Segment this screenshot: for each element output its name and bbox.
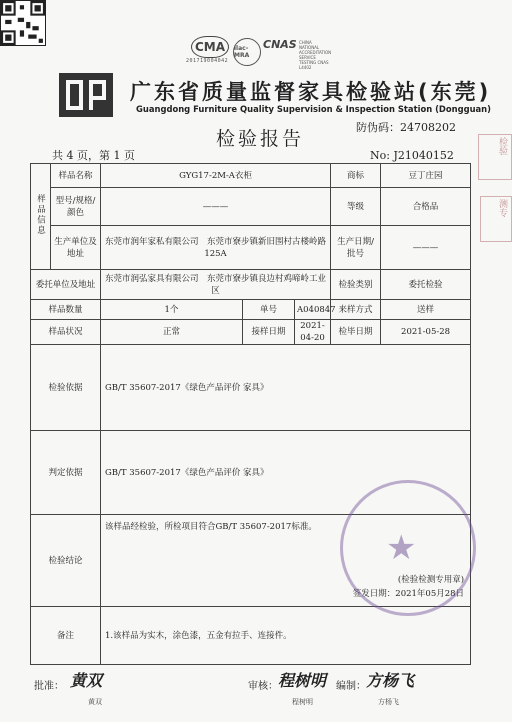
seal-star-icon: ★ xyxy=(386,528,417,568)
report-number: No: J21040152 xyxy=(370,149,454,162)
report-title: 检验报告 xyxy=(216,128,305,150)
sampling-label: 来样方式 xyxy=(331,300,381,320)
qty: 1个 xyxy=(101,300,243,320)
cnas-subtext: CHINA NATIONAL ACCREDITATION SERVICE TESTING CNAS L4402 xyxy=(299,40,332,70)
margin-stamp: 测专 xyxy=(480,196,512,242)
approve-label: 批准： xyxy=(34,681,64,692)
qty-label: 样品数量 xyxy=(31,300,101,320)
review-label: 审核： xyxy=(248,681,278,692)
edit-name: 方杨飞 xyxy=(378,698,399,706)
recv-date-label: 接样日期 xyxy=(243,320,295,345)
station-logo-icon xyxy=(58,72,114,118)
issue-date: 签发日期：2021年05月28日 xyxy=(352,589,465,599)
edit-label: 编制： xyxy=(336,681,366,692)
model: ——— xyxy=(101,188,331,226)
cma-logo: CMA xyxy=(191,36,229,58)
approve-name: 黄双 xyxy=(88,698,102,706)
edit-signature: 方杨飞 xyxy=(366,671,415,690)
sample-name: GYG17-2M-A衣柜 xyxy=(101,164,331,188)
conclusion-label: 检验结论 xyxy=(31,515,101,607)
status: 正常 xyxy=(101,320,243,345)
conclusion: 该样品经检验，所检项目符合GB/T 35607-2017标准。 xyxy=(105,522,317,532)
sample-name-label: 样品名称 xyxy=(51,164,101,188)
margin-stamp: 检验 xyxy=(478,134,512,180)
sample-info-label: 样品信息 xyxy=(31,164,51,270)
prod-date-label: 生产日期/批号 xyxy=(331,226,381,270)
client: 东莞市润弘家具有限公司 东莞市寮步镇良边村鸡啼岭工业区 xyxy=(101,270,331,300)
ilac-logo: ilac-MRA xyxy=(233,38,261,66)
seal-text: (检验检测专用章) xyxy=(397,575,465,585)
code-label: 单号 xyxy=(243,300,295,320)
station-name-en: Guangdong Furniture Quality Supervision & Inspection Station (Dongguan) xyxy=(136,104,491,114)
review-name: 程树明 xyxy=(292,698,313,706)
anticounterfeit-code: 防伪码：24708202 xyxy=(356,121,456,134)
grade-label: 等级 xyxy=(331,188,381,226)
judge: GB/T 35607-2017《绿色产品评价 家具》 xyxy=(101,431,471,515)
producer: 东莞市润年家私有限公司 东莞市寮步镇新旧围村古楼岭路125A xyxy=(101,226,331,270)
test-type-label: 检验类别 xyxy=(331,270,381,300)
sampling: 送样 xyxy=(381,300,471,320)
prod-date: ——— xyxy=(381,226,471,270)
finish-date: 2021-05-28 xyxy=(381,320,471,345)
station-name-cn: 广东省质量监督家具检验站(东莞) xyxy=(130,80,492,104)
review-signature: 程树明 xyxy=(278,671,327,690)
cnas-logo: CNAS xyxy=(263,38,297,51)
client-label: 委托单位及地址 xyxy=(31,270,101,300)
basis: GB/T 35607-2017《绿色产品评价 家具》 xyxy=(101,345,471,431)
page-info: 共 4 页，第 1 页 xyxy=(52,149,135,162)
judge-label: 判定依据 xyxy=(31,431,101,515)
test-type: 委托检验 xyxy=(381,270,471,300)
recv-date: 2021-04-20 xyxy=(295,320,331,345)
model-label: 型号/规格/颜色 xyxy=(51,188,101,226)
approve-signature: 黄双 xyxy=(70,671,103,690)
remark-label: 备注 xyxy=(31,607,101,665)
finish-date-label: 检毕日期 xyxy=(331,320,381,345)
trademark: 豆丁庄园 xyxy=(381,164,471,188)
qr-code-icon xyxy=(0,0,46,46)
trademark-label: 商标 xyxy=(331,164,381,188)
remark: 1.该样品为实木，涂色漆，五金有拉手、连接件。 xyxy=(101,607,471,665)
grade: 合格品 xyxy=(381,188,471,226)
basis-label: 检验依据 xyxy=(31,345,101,431)
cma-code: 201719004042 xyxy=(186,58,229,64)
code: A040847 xyxy=(295,300,331,320)
producer-label: 生产单位及地址 xyxy=(51,226,101,270)
status-label: 样品状况 xyxy=(31,320,101,345)
